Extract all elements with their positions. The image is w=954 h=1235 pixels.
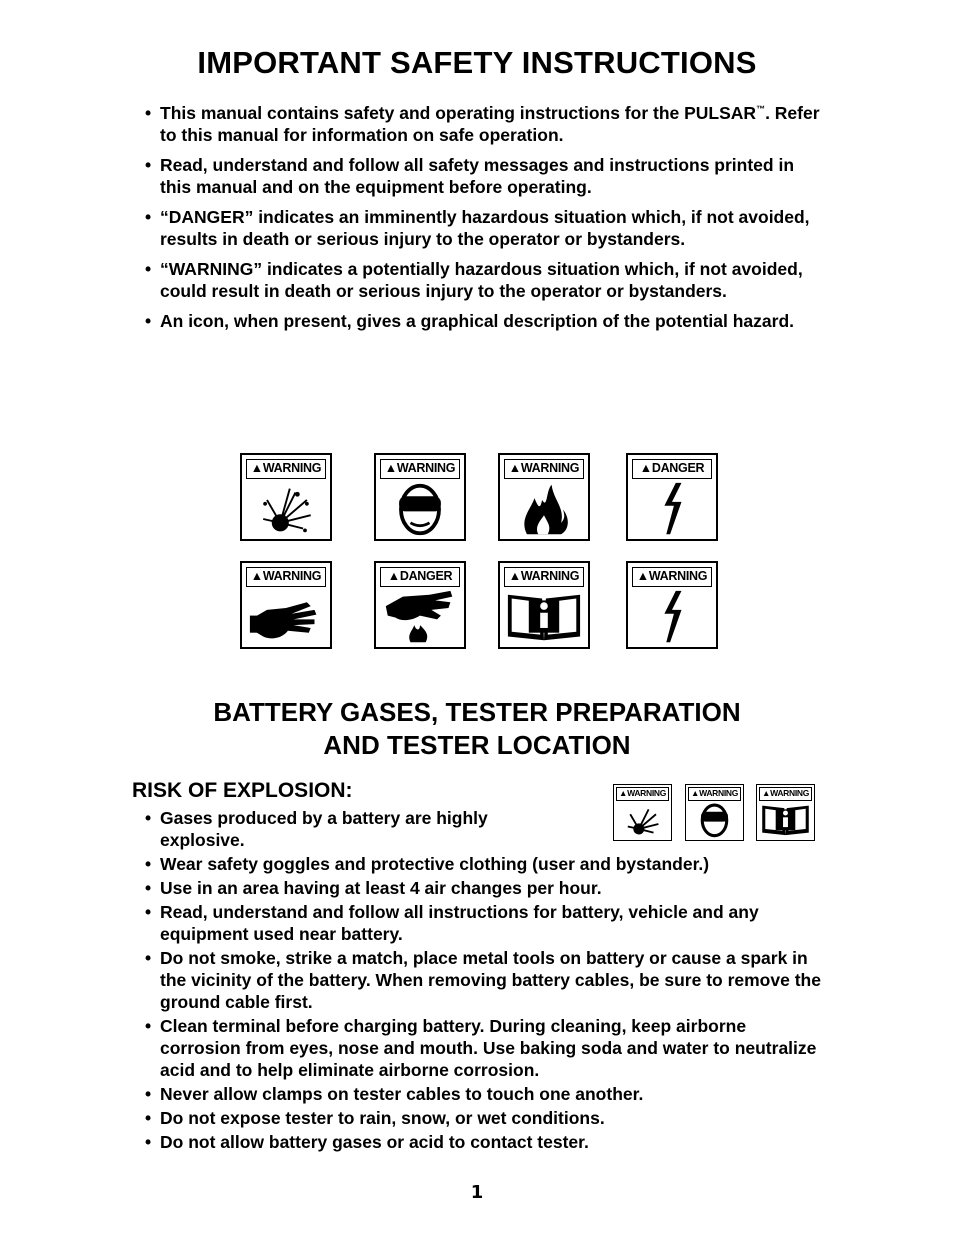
alert-triangle-icon: ▲ <box>250 461 263 475</box>
risk-bullet: • Use in an area having at least 4 air changes per hour. <box>132 877 822 899</box>
danger-sign-electric: ▲DANGER <box>626 453 718 541</box>
risk-bullet-list <box>132 807 822 1155</box>
warning-sign-explosion: ▲WARNING <box>240 453 332 541</box>
glove-icon <box>248 589 324 644</box>
danger-sign-hand-burn: ▲DANGER <box>374 561 466 649</box>
risk-bullet: • Do not smoke, strike a match, place metal tools on battery or cause a spark in the vicinity of the battery. When removing battery cables, be sure to remove the ground cable first. <box>132 947 822 1013</box>
alert-triangle-icon: ▲ <box>250 569 263 583</box>
small-warning-sign-goggles: ▲WARNING <box>685 784 744 841</box>
risk-heading: RISK OF EXPLOSION: <box>132 779 353 802</box>
risk-bullet: • Clean terminal before charging battery. During cleaning, keep airborne corrosion from eyes, nose and mouth. Use baking soda and water to neutralize acid and to help eliminate airborne corrosion. <box>132 1015 822 1081</box>
alert-triangle-icon: ▲ <box>618 788 628 798</box>
alert-triangle-icon: ▲ <box>636 569 649 583</box>
risk-bullet: • Do not expose tester to rain, snow, or wet conditions. <box>132 1107 822 1129</box>
manual-info-icon <box>506 589 582 644</box>
lightning-icon <box>634 589 710 644</box>
small-warning-sign-manual: ▲WARNING <box>756 784 815 841</box>
explosion-icon <box>248 481 324 536</box>
intro-bullet: • “DANGER” indicates an imminently hazardous situation which, if not avoided, results in death or serious injury to the operator or bystanders. <box>132 206 822 250</box>
alert-triangle-icon: ▲ <box>387 569 400 583</box>
intro-bullet: • An icon, when present, gives a graphical description of the potential hazard. <box>132 310 822 332</box>
intro-bullet: • “WARNING” indicates a potentially hazardous situation which, if not avoided, could result in death or serious injury to the operator or bystanders. <box>132 258 822 302</box>
lightning-icon <box>634 481 710 536</box>
risk-bullet: • Wear safety goggles and protective clothing (user and bystander.) <box>132 853 822 875</box>
warning-sign-goggles: ▲WARNING <box>374 453 466 541</box>
alert-triangle-icon: ▲ <box>639 461 652 475</box>
risk-bullet: • Read, understand and follow all instructions for battery, vehicle and any equipment used near battery. <box>132 901 822 945</box>
page-number: 1 <box>470 1182 484 1203</box>
hand-burn-icon <box>382 589 458 644</box>
intro-bullet-list <box>132 98 822 340</box>
fire-icon <box>506 481 582 536</box>
risk-bullet: • Never allow clamps on tester cables to touch one another. <box>132 1083 822 1105</box>
alert-triangle-icon: ▲ <box>384 461 397 475</box>
intro-bullet: • This manual contains safety and operating instructions for the PULSAR™. Refer to this manual for information on safe operation. <box>132 98 822 146</box>
alert-triangle-icon: ▲ <box>508 461 521 475</box>
section-title-line1: BATTERY GASES, TESTER PREPARATION <box>213 697 741 727</box>
page-title: IMPORTANT SAFETY INSTRUCTIONS <box>197 45 757 80</box>
warning-sign-fire: ▲WARNING <box>498 453 590 541</box>
section-title-line2: AND TESTER LOCATION <box>323 730 631 760</box>
trademark-mark: ™ <box>756 104 766 114</box>
alert-triangle-icon: ▲ <box>508 569 521 583</box>
warning-sign-manual: ▲WARNING <box>498 561 590 649</box>
risk-bullet: • Gases produced by a battery are highly explosive. <box>132 807 560 851</box>
intro-bullet: • Read, understand and follow all safety messages and instructions printed in this manual and on the equipment before operating. <box>132 154 822 198</box>
warning-sign-electric: ▲WARNING <box>626 561 718 649</box>
goggles-icon <box>382 481 458 536</box>
warning-sign-glove: ▲WARNING <box>240 561 332 649</box>
alert-triangle-icon: ▲ <box>690 788 700 798</box>
small-warning-sign-explosion: ▲WARNING <box>613 784 672 841</box>
risk-bullet: • Do not allow battery gases or acid to contact tester. <box>132 1131 822 1153</box>
alert-triangle-icon: ▲ <box>761 788 771 798</box>
